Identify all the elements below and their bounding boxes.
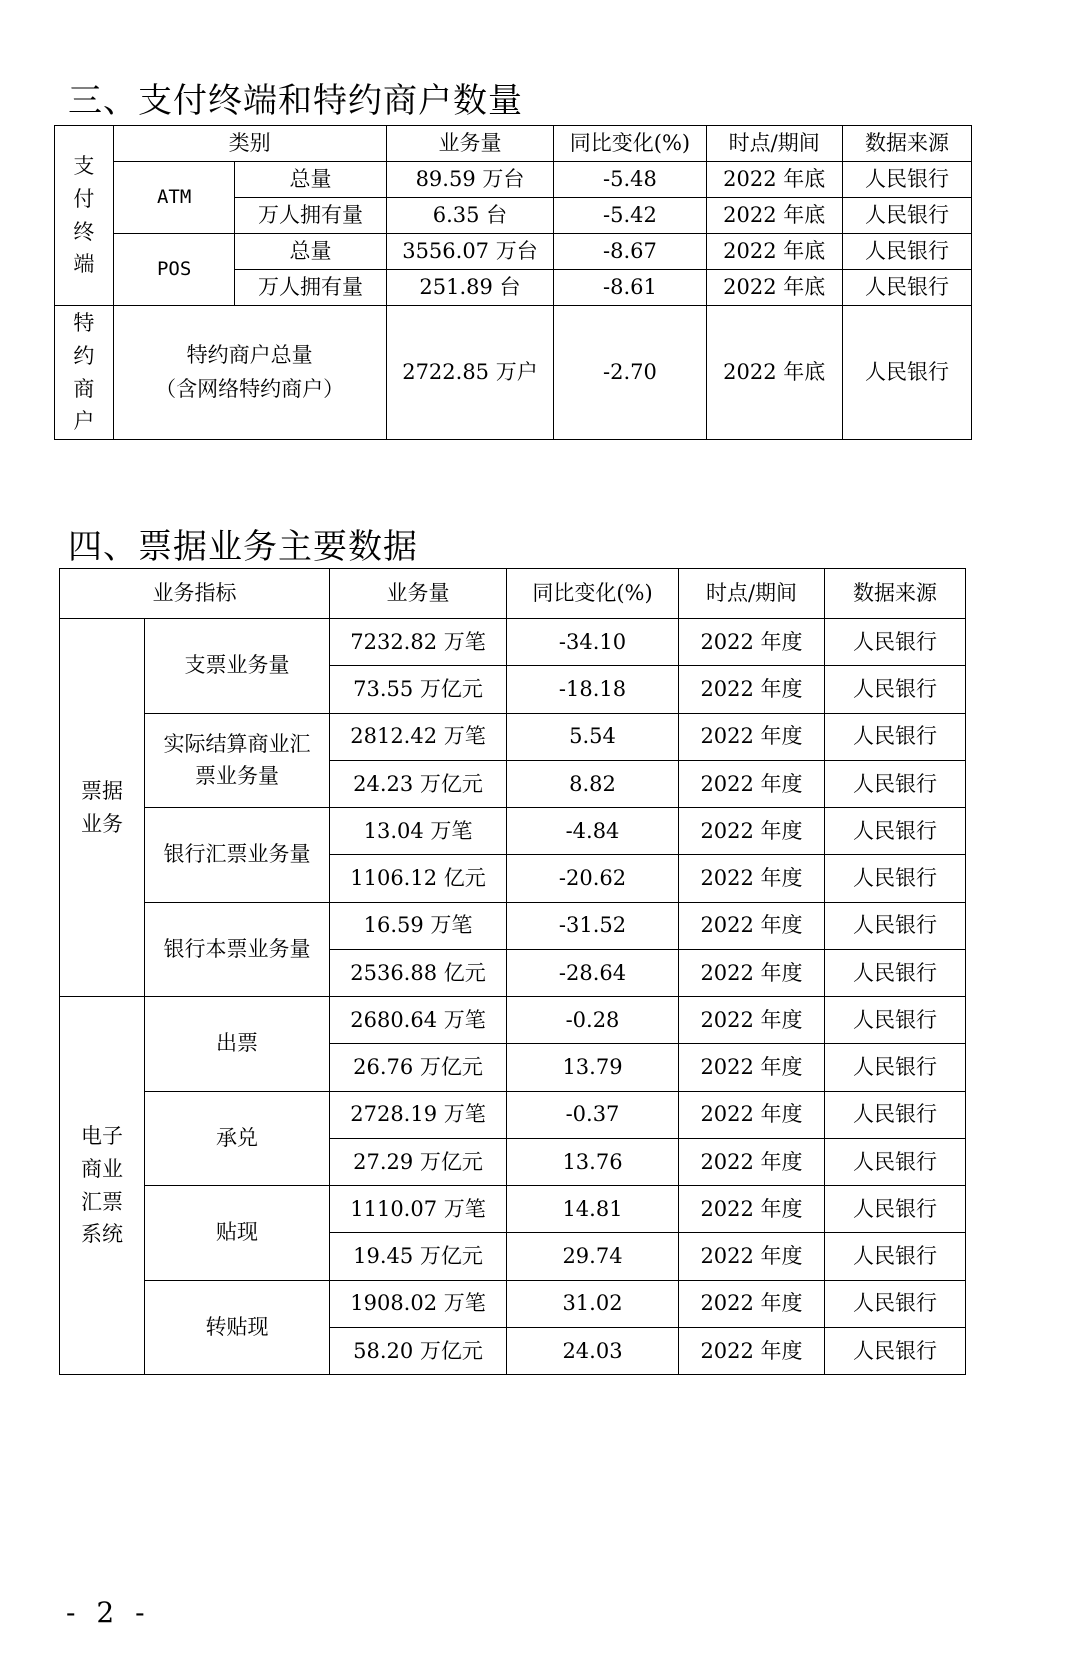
group-label: 电子 商业 汇票 系统 (60, 997, 145, 1375)
group-label-terminal: 支 付 终 端 (55, 126, 114, 306)
indicator-label: 转贴现 (145, 1280, 330, 1375)
yoy-cell: 8.82 (507, 760, 679, 807)
source-cell: 人民银行 (825, 1091, 966, 1138)
volume-cell: 2728.19 万笔 (330, 1091, 507, 1138)
indicator-label: 银行本票业务量 (145, 902, 330, 997)
indicator-label: 实际结算商业汇 票业务量 (145, 713, 330, 808)
indicator-label: 银行汇票业务量 (145, 808, 330, 903)
volume-cell: 58.20 万亿元 (330, 1327, 507, 1374)
volume-cell: 27.29 万亿元 (330, 1138, 507, 1185)
period-cell: 2022 年底 (706, 198, 842, 234)
yoy-cell: 13.79 (507, 1044, 679, 1091)
volume-cell: 1106.12 亿元 (330, 855, 507, 902)
volume-cell: 2680.64 万笔 (330, 997, 507, 1044)
period-cell: 2022 年度 (679, 1327, 825, 1374)
source-cell: 人民银行 (842, 234, 971, 270)
table-row (60, 1186, 966, 1233)
source-cell: 人民银行 (825, 1138, 966, 1185)
yoy-cell: 5.54 (507, 713, 679, 760)
table-row (60, 713, 966, 760)
yoy-cell: -8.61 (554, 270, 706, 306)
payment-terminal-merchant-table (54, 125, 972, 440)
header-indicator: 业务指标 (60, 569, 330, 619)
volume-cell: 3556.07 万台 (386, 234, 554, 270)
source-cell: 人民银行 (825, 902, 966, 949)
volume-cell: 1908.02 万笔 (330, 1280, 507, 1327)
table-row (60, 902, 966, 949)
source-cell: 人民银行 (825, 760, 966, 807)
yoy-cell: -5.42 (554, 198, 706, 234)
period-cell: 2022 年度 (679, 855, 825, 902)
period-cell: 2022 年底 (706, 234, 842, 270)
volume-cell: 16.59 万笔 (330, 902, 507, 949)
yoy-cell: 31.02 (507, 1280, 679, 1327)
period-cell: 2022 年底 (706, 162, 842, 198)
table-row (60, 997, 966, 1044)
yoy-cell: -5.48 (554, 162, 706, 198)
table-row (60, 1280, 966, 1327)
table-row (55, 162, 972, 198)
yoy-cell: -8.67 (554, 234, 706, 270)
header-source: 数据来源 (825, 569, 966, 619)
header-yoy: 同比变化(%) (507, 569, 679, 619)
yoy-cell: 24.03 (507, 1327, 679, 1374)
period-cell: 2022 年度 (679, 1186, 825, 1233)
volume-cell: 2536.88 亿元 (330, 949, 507, 996)
yoy-cell: -0.28 (507, 997, 679, 1044)
table-row (55, 306, 972, 440)
yoy-cell: -34.10 (507, 619, 679, 666)
volume-cell: 251.89 台 (386, 270, 554, 306)
yoy-cell: -0.37 (507, 1091, 679, 1138)
header-source: 数据来源 (842, 126, 971, 162)
volume-cell: 2722.85 万户 (386, 306, 554, 440)
source-cell: 人民银行 (842, 306, 971, 440)
period-cell: 2022 年度 (679, 997, 825, 1044)
item-label: 总量 (235, 162, 386, 198)
period-cell: 2022 年度 (679, 949, 825, 996)
period-cell: 2022 年度 (679, 1280, 825, 1327)
volume-cell: 6.35 台 (386, 198, 554, 234)
section-4-title: 四、票据业务主要数据 (68, 527, 418, 567)
volume-cell: 1110.07 万笔 (330, 1186, 507, 1233)
source-cell: 人民银行 (825, 1233, 966, 1280)
period-cell: 2022 年度 (679, 713, 825, 760)
volume-cell: 7232.82 万笔 (330, 619, 507, 666)
yoy-cell: 14.81 (507, 1186, 679, 1233)
period-cell: 2022 年底 (706, 270, 842, 306)
pos-label: POS (113, 234, 235, 306)
table-header-row (55, 126, 972, 162)
yoy-cell: 13.76 (507, 1138, 679, 1185)
source-cell: 人民银行 (825, 997, 966, 1044)
volume-cell: 89.59 万台 (386, 162, 554, 198)
period-cell: 2022 年度 (679, 1044, 825, 1091)
volume-cell: 2812.42 万笔 (330, 713, 507, 760)
period-cell: 2022 年度 (679, 1091, 825, 1138)
volume-cell: 73.55 万亿元 (330, 666, 507, 713)
header-period: 时点/期间 (679, 569, 825, 619)
period-cell: 2022 年度 (679, 666, 825, 713)
source-cell: 人民银行 (825, 949, 966, 996)
atm-label: ATM (113, 162, 235, 234)
yoy-cell: 29.74 (507, 1233, 679, 1280)
item-label: 总量 (235, 234, 386, 270)
header-volume: 业务量 (330, 569, 507, 619)
volume-cell: 24.23 万亿元 (330, 760, 507, 807)
source-cell: 人民银行 (842, 198, 971, 234)
table-row (55, 234, 972, 270)
group-label: 票据 业务 (60, 619, 145, 997)
item-label: 万人拥有量 (235, 270, 386, 306)
table-row (60, 808, 966, 855)
indicator-label: 承兑 (145, 1091, 330, 1186)
volume-cell: 13.04 万笔 (330, 808, 507, 855)
indicator-label: 出票 (145, 997, 330, 1092)
source-cell: 人民银行 (825, 713, 966, 760)
table-row (60, 1091, 966, 1138)
yoy-cell: -4.84 (507, 808, 679, 855)
source-cell: 人民银行 (825, 1186, 966, 1233)
period-cell: 2022 年度 (679, 902, 825, 949)
source-cell: 人民银行 (825, 1280, 966, 1327)
source-cell: 人民银行 (825, 666, 966, 713)
period-cell: 2022 年度 (679, 1233, 825, 1280)
bill-business-table (59, 568, 966, 1375)
indicator-label: 支票业务量 (145, 619, 330, 714)
source-cell: 人民银行 (825, 855, 966, 902)
source-cell: 人民银行 (825, 1044, 966, 1091)
source-cell: 人民银行 (825, 619, 966, 666)
table-header-row (60, 569, 966, 619)
header-yoy: 同比变化(%) (554, 126, 706, 162)
table-row (60, 619, 966, 666)
source-cell: 人民银行 (842, 270, 971, 306)
source-cell: 人民银行 (825, 808, 966, 855)
period-cell: 2022 年度 (679, 808, 825, 855)
period-cell: 2022 年度 (679, 760, 825, 807)
period-cell: 2022 年度 (679, 619, 825, 666)
group-label-merchant: 特 约 商 户 (55, 306, 114, 440)
volume-cell: 19.45 万亿元 (330, 1233, 507, 1280)
source-cell: 人民银行 (825, 1327, 966, 1374)
page-number: - 2 - (66, 1596, 151, 1629)
item-label: 万人拥有量 (235, 198, 386, 234)
yoy-cell: -28.64 (507, 949, 679, 996)
merchant-item-label: 特约商户总量 （含网络特约商户） (113, 306, 386, 440)
yoy-cell: -31.52 (507, 902, 679, 949)
yoy-cell: -2.70 (554, 306, 706, 440)
yoy-cell: -20.62 (507, 855, 679, 902)
volume-cell: 26.76 万亿元 (330, 1044, 507, 1091)
period-cell: 2022 年底 (706, 306, 842, 440)
header-category: 类别 (113, 126, 386, 162)
period-cell: 2022 年度 (679, 1138, 825, 1185)
source-cell: 人民银行 (842, 162, 971, 198)
header-volume: 业务量 (386, 126, 554, 162)
section-3-title: 三、支付终端和特约商户数量 (68, 81, 523, 121)
yoy-cell: -18.18 (507, 666, 679, 713)
indicator-label: 贴现 (145, 1186, 330, 1281)
header-period: 时点/期间 (706, 126, 842, 162)
